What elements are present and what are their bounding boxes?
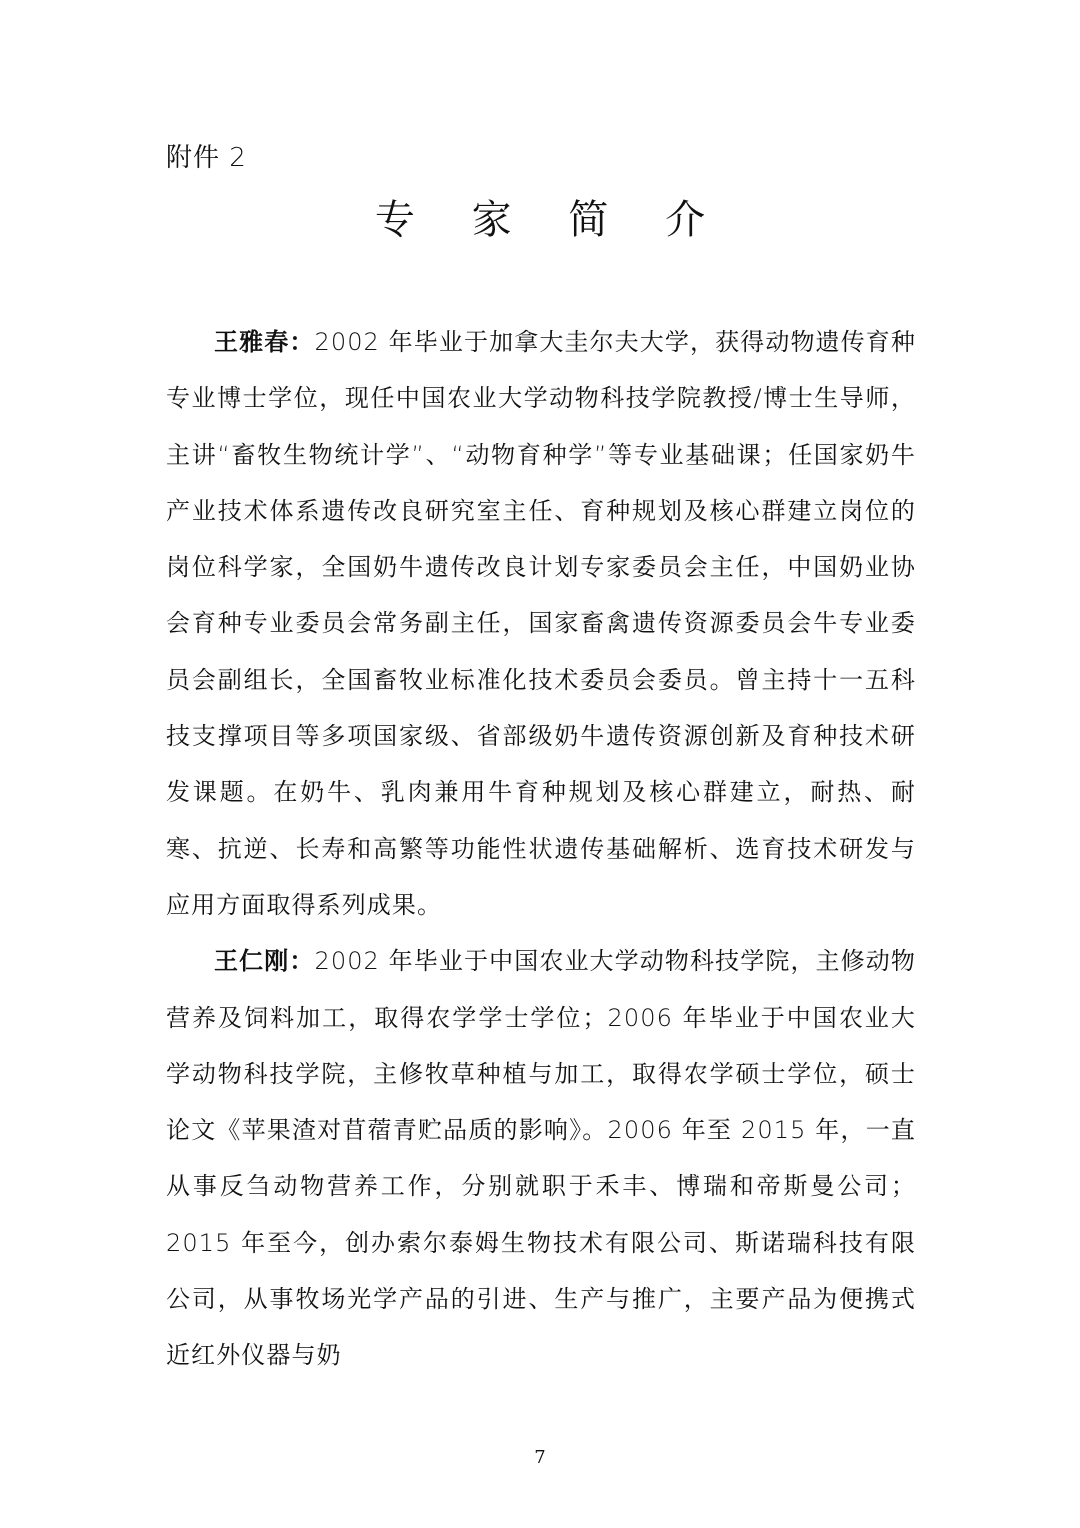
expert-bio-wang-yachun bbox=[166, 314, 916, 933]
expert-bio-wang-rengang bbox=[166, 933, 916, 1383]
page-title: 专 家 简 介 bbox=[374, 197, 728, 243]
expert-bio-text: 2002 年毕业于加拿大圭尔夫大学，获得动物遗传育种专业博士学位，现任中国农业大学动物科技学院教授/博士生导师，主讲“畜牧生物统计学”、“动物育种学”等专业基础课；任国家奶牛产业技术体系遗传改良研究室主任、育种规划及核心群建立岗位的岗位科学家，全国奶牛遗传改良计划专家委员会主任，中国奶业协会育种专业委员会常务副主任，国家畜禽遗传资源委员会牛专业委员会副组长，全国畜牧业标准化技术委员会委员。曾主持十一五科技支撑项目等多项国家级、省部级奶牛遗传资源创新及育种技术研发课题。在奶牛、乳肉兼用牛育种规划及核心群建立，耐热、耐寒、抗逆、长寿和高繁等功能性状遗传基础解析、选育技术研发与应用方面取得系列成果。 bbox=[166, 328, 916, 919]
page-number: 7 bbox=[534, 1447, 546, 1468]
attachment-label: 附件 2 bbox=[166, 143, 247, 173]
expert-name: 王仁刚： bbox=[214, 947, 315, 976]
document-body bbox=[166, 314, 916, 1384]
expert-name: 王雅春： bbox=[214, 328, 315, 356]
expert-bio-text: 2002 年毕业于中国农业大学动物科技学院，主修动物营养及饲料加工，取得农学学士学位；2006 年毕业于中国农业大学动物科技学院，主修牧草种植与加工，取得农学硕士学位，硕士论文《苹果渣对苜蓿青贮品质的影响》。2006 年至 2015 年，一直从事反刍动物营养工作，分别就职于禾丰、博瑞和帝斯曼公司；2015 年至今，创办索尔泰姆生物技术有限公司、斯诺瑞科技有限公司，从事牧场光学产品的引进、生产与推广，主要产品为便携式近红外仪器与奶 bbox=[166, 947, 916, 1370]
